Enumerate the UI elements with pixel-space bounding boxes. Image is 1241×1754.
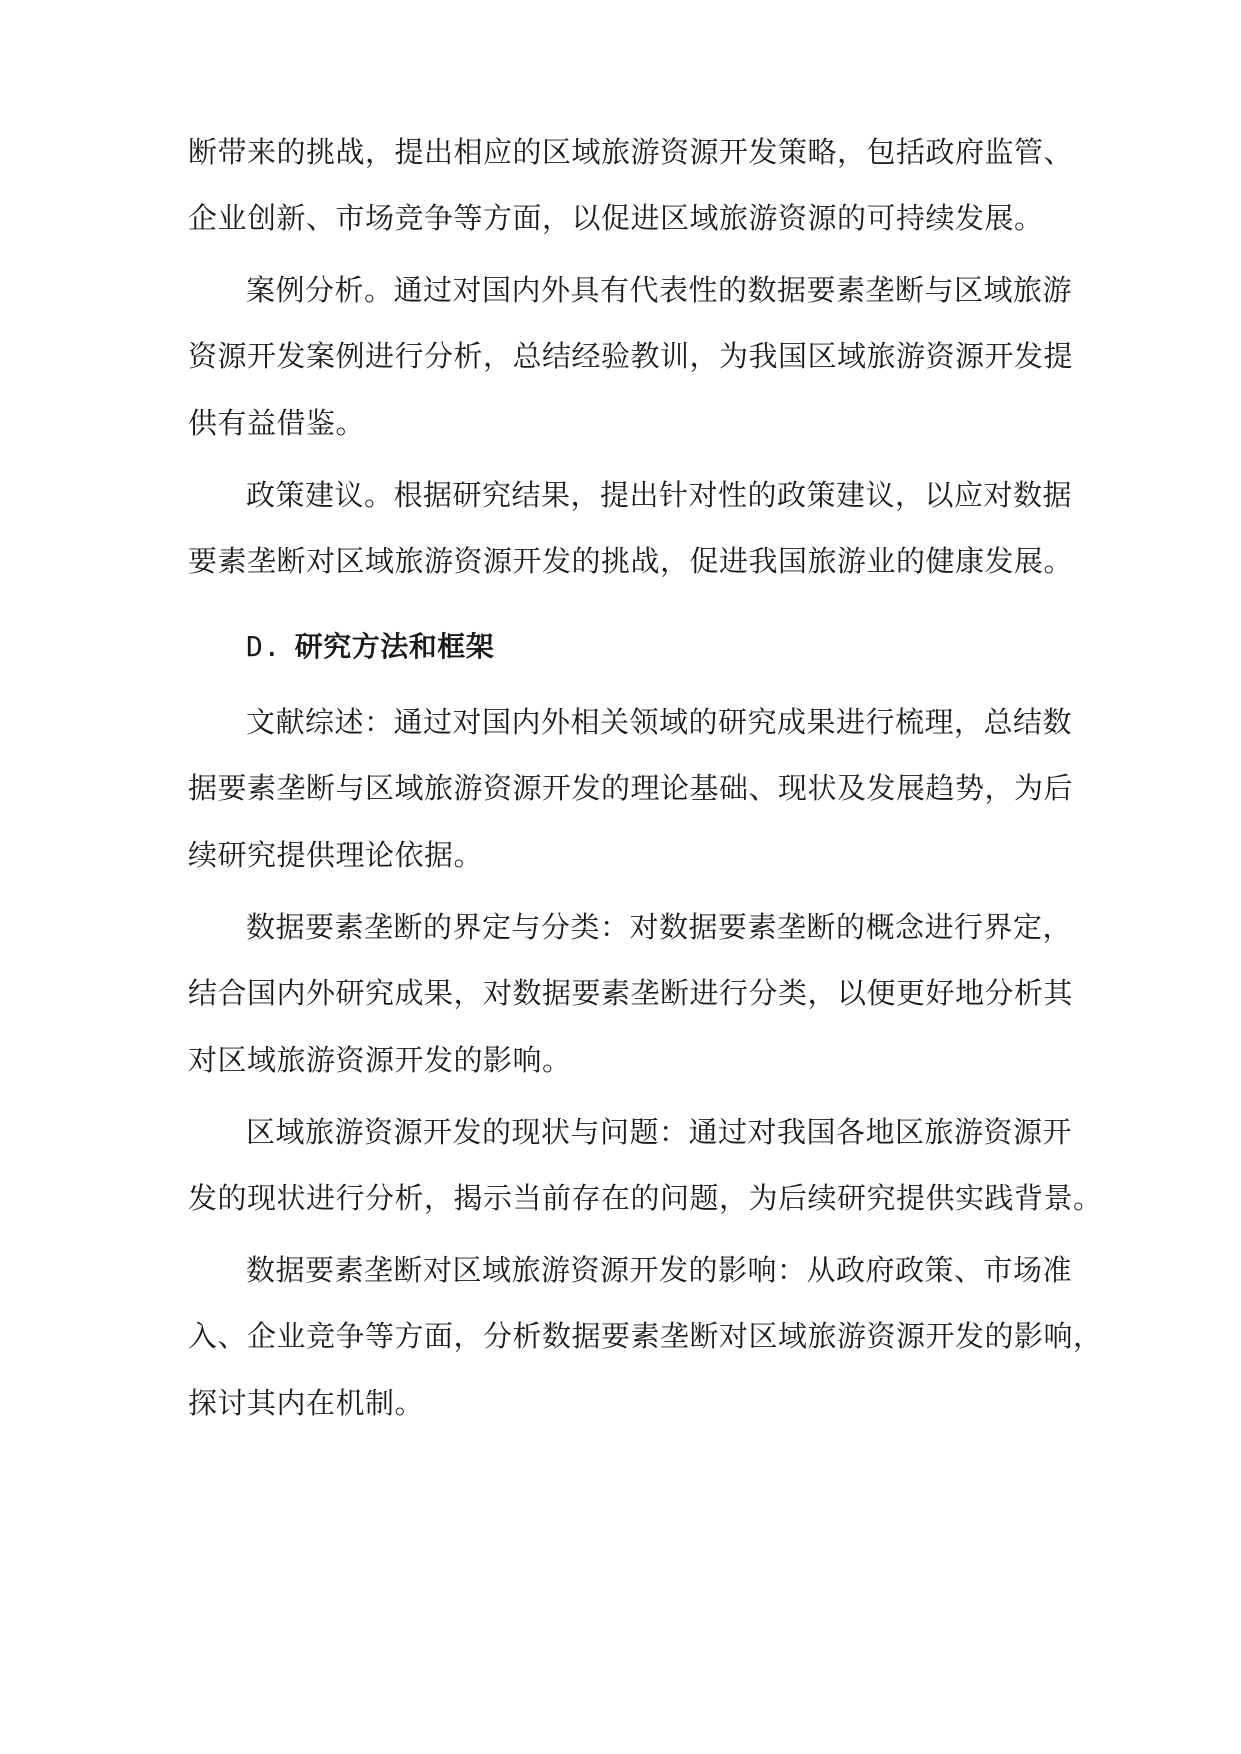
paragraph-line: 入、企业竞争等方面，分析数据要素垄断对区域旅游资源开发的影响， <box>188 1319 1103 1353</box>
paragraph-line: 政策建议。根据研究结果，提出针对性的政策建议，以应对数据 <box>246 478 1073 512</box>
paragraph-line: 案例分析。通过对国内外具有代表性的数据要素垄断与区域旅游 <box>246 273 1073 307</box>
paragraph-line: 续研究提供理论依据。 <box>188 838 484 872</box>
paragraph-line: 区域旅游资源开发的现状与问题：通过对我国各地区旅游资源开 <box>246 1115 1073 1149</box>
paragraph-line: 文献综述：通过对国内外相关领域的研究成果进行梳理，总结数 <box>246 705 1073 739</box>
paragraph-line: 企业创新、市场竞争等方面，以促进区域旅游资源的可持续发展。 <box>188 201 1044 235</box>
paragraph-line: 要素垄断对区域旅游资源开发的挑战，促进我国旅游业的健康发展。 <box>188 544 1074 578</box>
paragraph-line: 发的现状进行分析，揭示当前存在的问题，为后续研究提供实践背景。 <box>188 1181 1103 1215</box>
paragraph-line: 据要素垄断与区域旅游资源开发的理论基础、现状及发展趋势，为后 <box>188 771 1074 805</box>
section-heading-title: 研究方法和框架 <box>294 630 495 663</box>
paragraph-line: 对区域旅游资源开发的影响。 <box>188 1043 572 1077</box>
section-heading <box>246 627 494 667</box>
paragraph-line: 断带来的挑战，提出相应的区域旅游资源开发策略，包括政府监管、 <box>188 135 1074 169</box>
paragraph-line: 资源开发案例进行分析，总结经验教训，为我国区域旅游资源开发提 <box>188 339 1074 373</box>
section-heading-prefix: D. <box>246 630 281 663</box>
paragraph-line: 结合国内外研究成果，对数据要素垄断进行分类，以便更好地分析其 <box>188 976 1074 1010</box>
paragraph-line: 数据要素垄断对区域旅游资源开发的影响：从政府政策、市场准 <box>246 1253 1073 1287</box>
paragraph-line: 探讨其内在机制。 <box>188 1386 425 1420</box>
paragraph-line: 供有益借鉴。 <box>188 406 366 440</box>
paragraph-line: 数据要素垄断的界定与分类：对数据要素垄断的概念进行界定， <box>246 910 1073 944</box>
